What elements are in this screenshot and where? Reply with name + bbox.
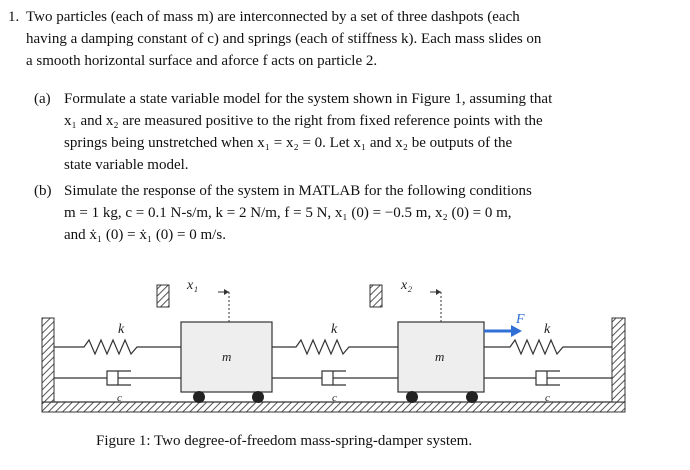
mass-2-wheel-left [406, 391, 418, 403]
part-a-line-1: Formulate a state variable model for the system shown in Figure 1, assuming that [64, 91, 553, 107]
part-b-label: (b) [34, 183, 52, 199]
left-wall [42, 318, 54, 402]
k-label-right: k [544, 322, 551, 337]
x2-arrow-head [436, 289, 441, 295]
part-b-line-3: and ẋ₁ (0) = ẋ₁ (0) = 0 m/s. [64, 227, 226, 243]
right-wall [612, 318, 625, 402]
mass-2-wheel-right [466, 391, 478, 403]
mass-2-label: m [435, 349, 445, 364]
part-a-line-3: springs being unstretched when x₁ = x₂ = 0. Let x₁ and x₂ be outputs of the [64, 135, 513, 151]
part-a-label: (a) [34, 91, 51, 107]
c-label-right: c [545, 392, 550, 404]
c-label-middle: c [332, 392, 337, 404]
k-label-middle: k [331, 322, 338, 337]
spring-middle [272, 340, 398, 354]
part-b-line-1: Simulate the response of the system in MATLAB for the following conditions [64, 183, 532, 199]
part-a-line-2: x₁ and x₂ are measured positive to the right from fixed reference points with the [64, 113, 543, 129]
x2-reference-mark [370, 285, 382, 307]
mass-1-wheel-left [193, 391, 205, 403]
part-a-line-4: state variable model. [64, 157, 189, 173]
x1-reference-mark [157, 285, 169, 307]
spring-right [484, 340, 612, 354]
dashpot-middle [272, 371, 398, 385]
intro-line-1: Two particles (each of mass m) are interconnected by a set of three dashpots (each [26, 9, 520, 25]
intro-line-3: a smooth horizontal surface and aforce f acts on particle 2. [26, 53, 378, 69]
question-number: 1. [8, 9, 20, 25]
mass-1-label: m [222, 349, 232, 364]
force-label: F [516, 312, 525, 327]
spring-left [54, 340, 181, 354]
x1-label: x₁ [187, 278, 199, 293]
x2-label: x₂ [401, 278, 413, 293]
x1-arrow-head [224, 289, 229, 295]
dashpot-left [54, 371, 181, 385]
part-b-line-2: m = 1 kg, c = 0.1 N-s/m, k = 2 N/m, f = 5 N, x₁ (0) = −0.5 m, x₂ (0) = 0 m, [64, 205, 512, 221]
c-label-left: c [117, 392, 122, 404]
intro-line-2: having a damping constant of c) and springs (each of stiffness k). Each mass slides on [26, 31, 542, 47]
mass-1-wheel-right [252, 391, 264, 403]
dashpot-right [484, 371, 612, 385]
k-label-left: k [118, 322, 125, 337]
figure-caption: Figure 1: Two degree-of-freedom mass-spring-damper system. [96, 433, 473, 449]
